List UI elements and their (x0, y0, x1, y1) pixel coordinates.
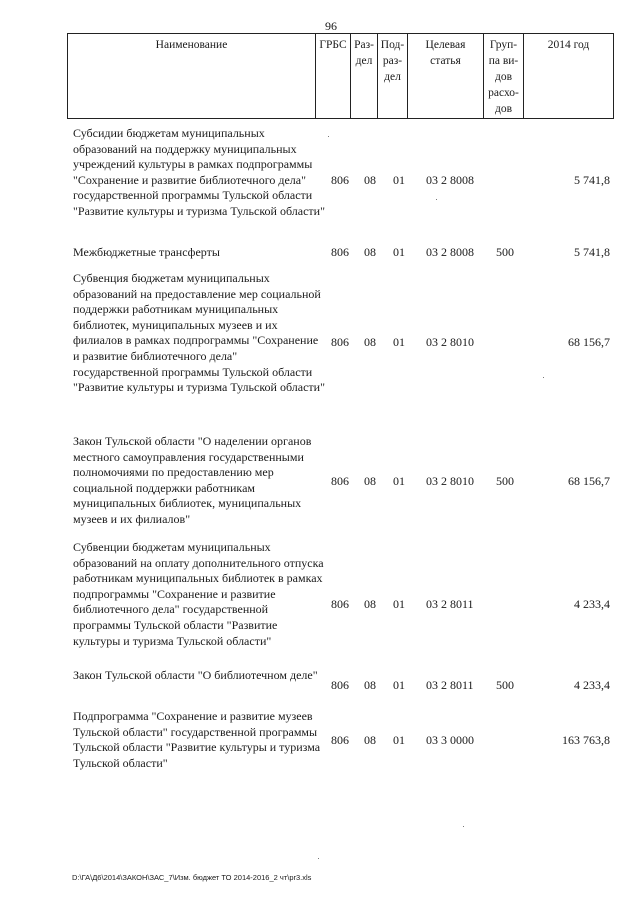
row-grbs: 806 (331, 245, 349, 259)
scan-speck (328, 136, 329, 137)
header-celevaya-statya: Целевая статья (408, 34, 484, 118)
row-celevaya: 03 2 8008 (426, 245, 474, 259)
row-name: Субвенции бюджетам муниципальных образований на оплату дополнительного отпуска работникам муниципальных библиотек в рамках подпрограммы "Сохранение и развитие библиотечного дела" государственной программы Тульской области "Развитие культуры и туризма Тульской области" (73, 540, 324, 648)
row-celevaya: 03 2 8008 (426, 173, 474, 187)
row-razdel: 08 (364, 474, 376, 488)
row-celevaya: 03 2 8010 (426, 335, 474, 349)
row-celevaya: 03 2 8010 (426, 474, 474, 488)
footer-file-path: D:\ГА\Д6\2014\ЗАКОН\ЗАС_7\Изм. бюджет ТО 2014-2016_2 чт\рr3.xls (72, 873, 312, 882)
scan-speck (543, 377, 544, 378)
row-podrazdel: 01 (393, 733, 405, 747)
row-grbs: 806 (331, 733, 349, 747)
row-celevaya: 03 3 0000 (426, 733, 474, 747)
row-podrazdel: 01 (393, 597, 405, 611)
row-grbs: 806 (331, 173, 349, 187)
row-podrazdel: 01 (393, 173, 405, 187)
row-razdel: 08 (364, 678, 376, 692)
row-name: Закон Тульской области "О библиотечном деле" (73, 668, 318, 682)
row-gruppa: 500 (496, 245, 514, 259)
row-grbs: 806 (331, 597, 349, 611)
header-podrazdel: Под- раз- дел (378, 34, 408, 118)
row-sum: 4 233,4 (574, 678, 610, 692)
row-sum: 5 741,8 (574, 173, 610, 187)
row-sum: 68 156,7 (568, 335, 610, 349)
row-sum: 4 233,4 (574, 597, 610, 611)
row-sum: 163 763,8 (562, 733, 610, 747)
scan-speck (318, 858, 319, 859)
row-name: Подпрограмма "Сохранение и развитие музеев Тульской области" государственной программы Тульской области "Развитие культуры и туризма Тульской области" (73, 709, 321, 770)
row-gruppa: 500 (496, 678, 514, 692)
row-podrazdel: 01 (393, 335, 405, 349)
row-sum: 5 741,8 (574, 245, 610, 259)
row-name: Межбюджетные трансферты (73, 245, 220, 259)
row-podrazdel: 01 (393, 474, 405, 488)
row-razdel: 08 (364, 597, 376, 611)
row-name: Субвенция бюджетам муниципальных образований на предоставление мер социальной поддержки работникам муниципальных библиотек, муниципальных музеев и их филиалов в рамках подпрограммы "Сохранение и развитие библиотечного дела" государственной программы Тульской области "Развитие культуры и туризма Тульской области" (73, 271, 325, 395)
row-name: Закон Тульской области "О наделении органов местного самоуправления государственными полномочиями по предоставлению мер социальной поддержки работникам муниципальных библиотек, муниципальных музеев и их филиалов" (73, 434, 312, 526)
row-razdel: 08 (364, 173, 376, 187)
row-sum: 68 156,7 (568, 474, 610, 488)
row-grbs: 806 (331, 335, 349, 349)
row-name: Субсидии бюджетам муниципальных образований на поддержку муниципальных учреждений культуры в рамках подпрограммы "Сохранение и развитие библиотечного дела" государственной программы Тульской области "Развитие культуры и туризма Тульской области" (73, 126, 325, 218)
row-razdel: 08 (364, 245, 376, 259)
header-grbs: ГРБС (316, 34, 351, 118)
scan-speck (436, 199, 437, 200)
page-number: 96 (325, 19, 337, 33)
scan-speck (463, 826, 464, 827)
header-razdel: Раз- дел (351, 34, 378, 118)
row-grbs: 806 (331, 678, 349, 692)
row-podrazdel: 01 (393, 245, 405, 259)
row-razdel: 08 (364, 733, 376, 747)
row-grbs: 806 (331, 474, 349, 488)
row-gruppa: 500 (496, 474, 514, 488)
table-header (67, 33, 614, 119)
header-year: 2014 год (547, 39, 590, 51)
row-razdel: 08 (364, 335, 376, 349)
row-podrazdel: 01 (393, 678, 405, 692)
row-celevaya: 03 2 8011 (426, 597, 474, 611)
header-name: Наименование (68, 34, 316, 118)
row-celevaya: 03 2 8011 (426, 678, 474, 692)
header-gruppa-vidov-rashodov: Груп- па ви- дов расхо- дов (484, 34, 524, 118)
